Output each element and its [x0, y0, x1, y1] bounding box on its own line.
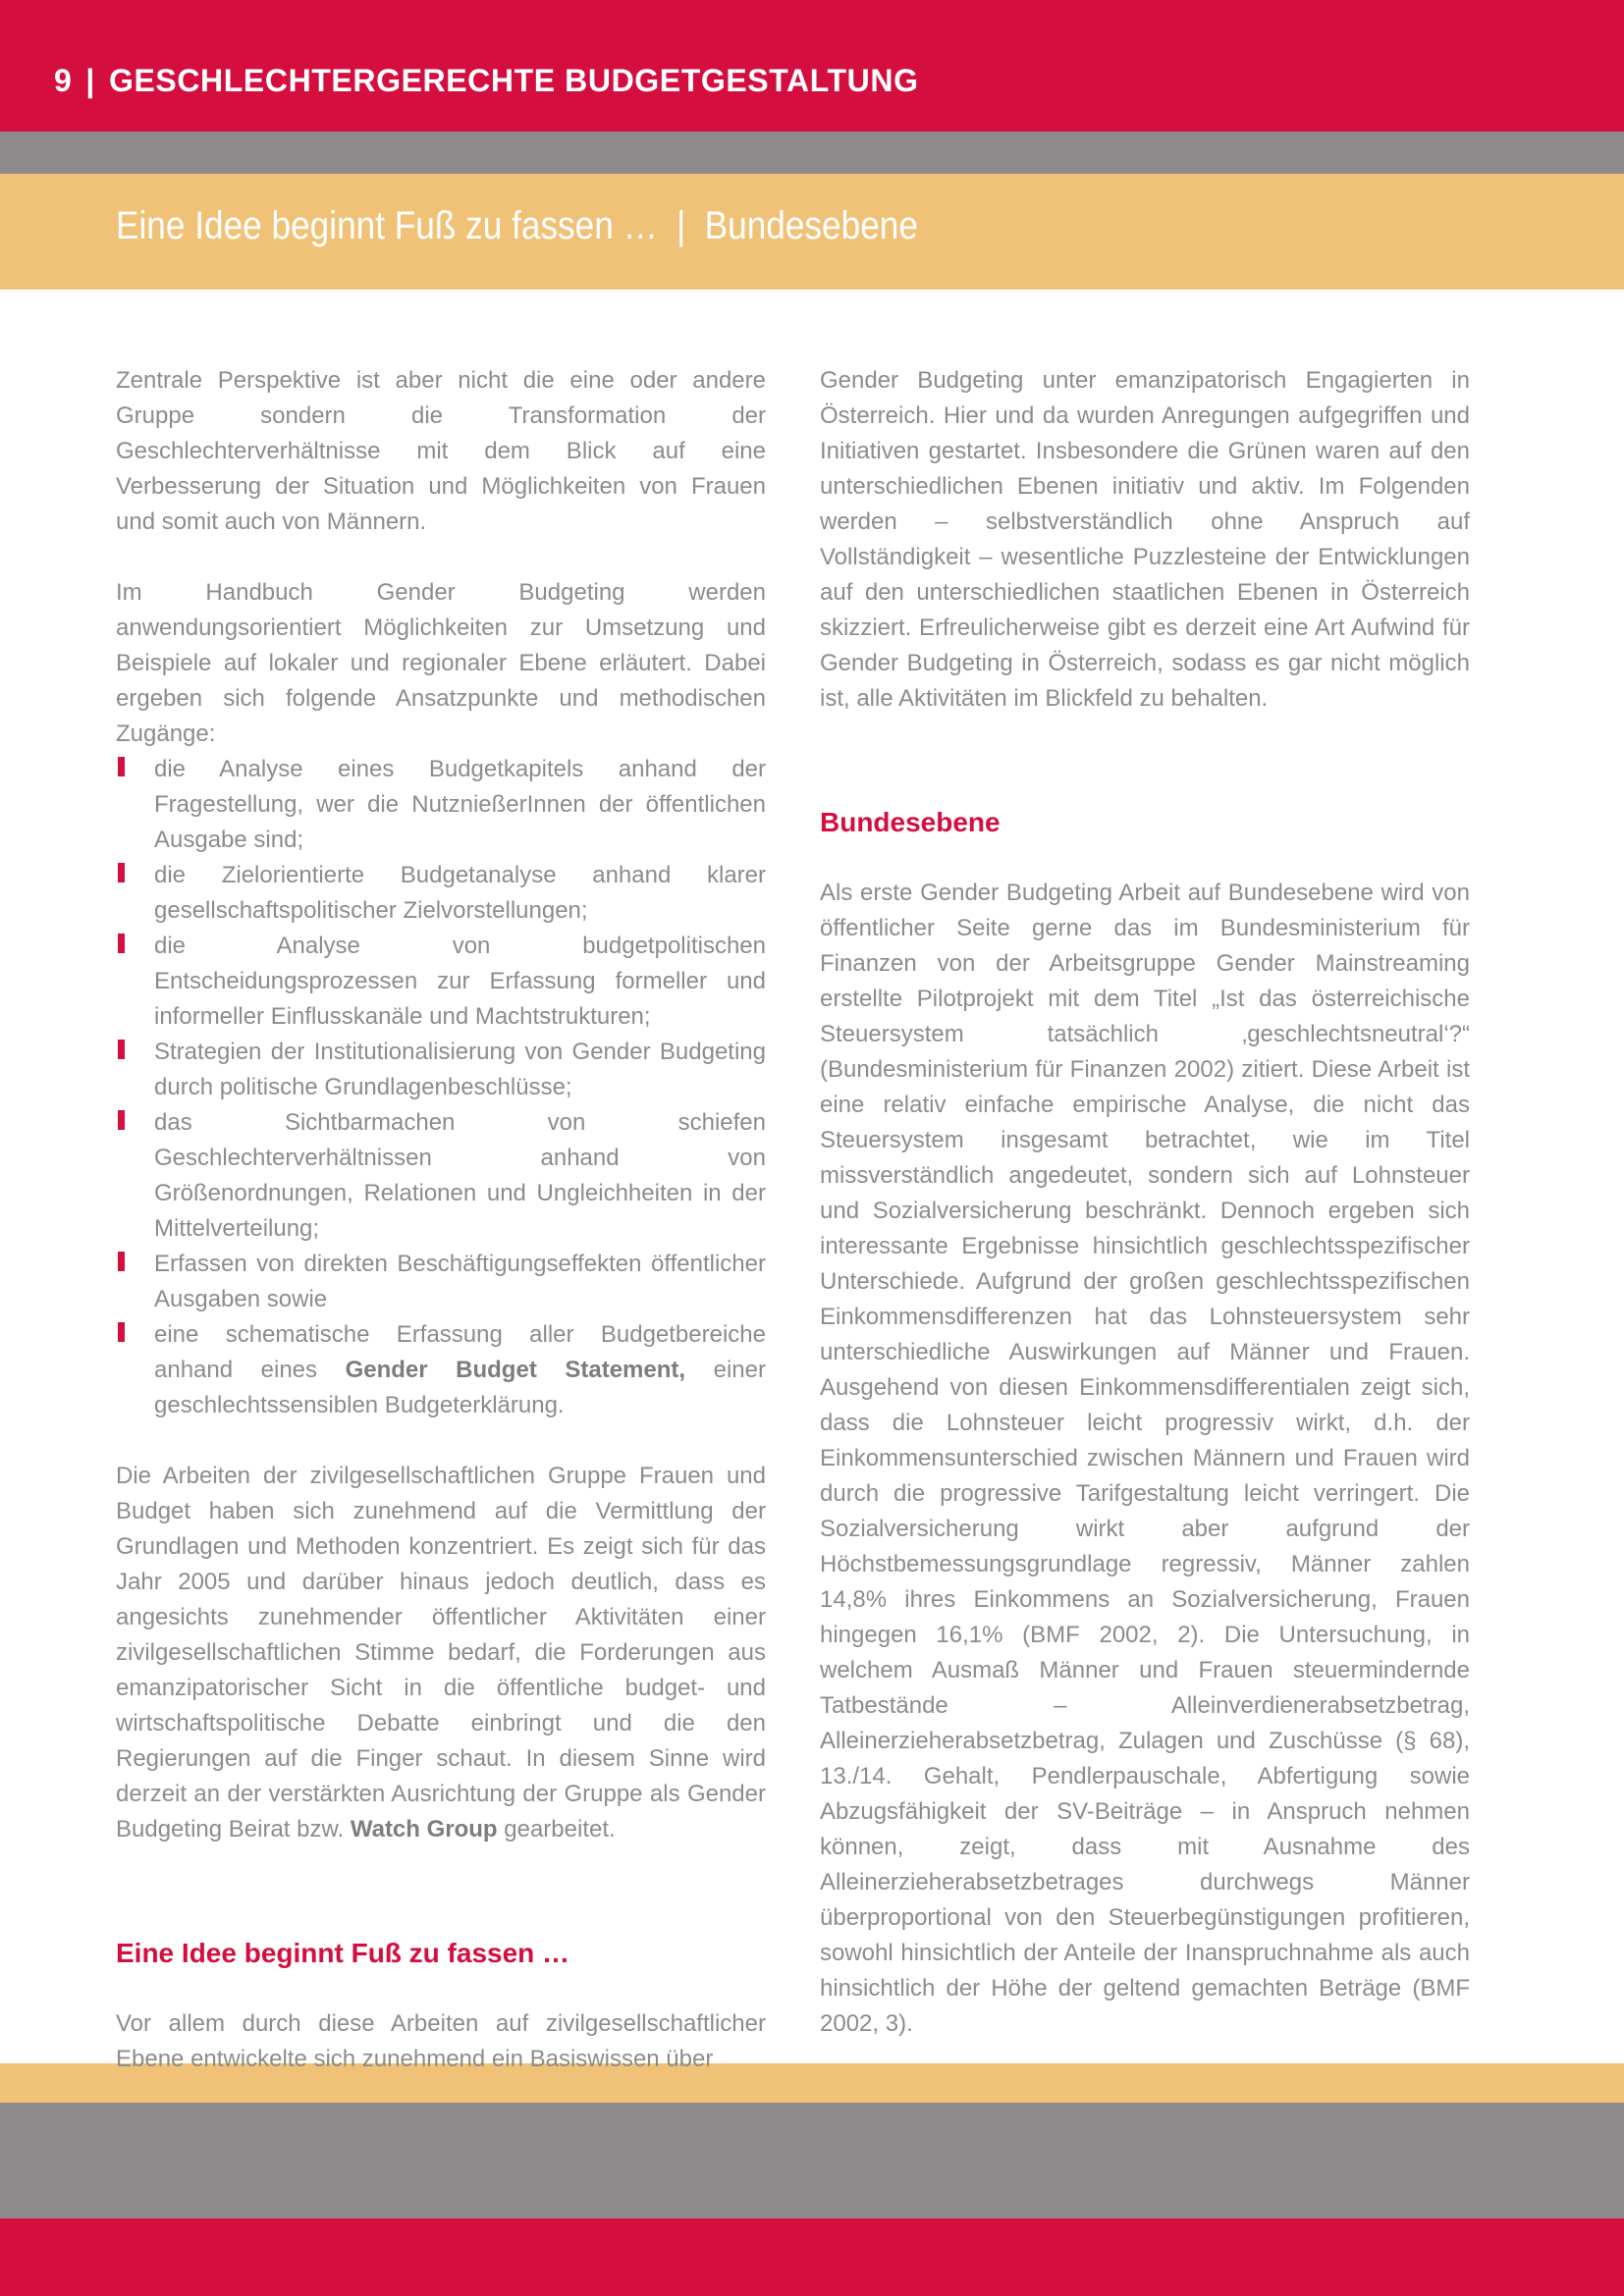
bold-term: Watch Group	[350, 1816, 498, 1842]
list-item: die Zielorientierte Budgetanalyse anhand klarer gesellschaftspolitischer Zielvorstellungen;	[116, 858, 766, 929]
paragraph: Im Handbuch Gender Budgeting werden anwendungsorientiert Möglichkeiten zur Umsetzung und Beispiele auf lokaler und regionaler Ebene erläutert. Dabei ergeben sich folgende Ansatzpunkte und methodischen Zugänge:	[116, 579, 766, 747]
chapter-title: GESCHLECHTERGERECHTE BUDGETGESTALTUNG	[108, 63, 919, 98]
running-header	[54, 63, 919, 99]
bullet-marker-icon	[118, 1322, 125, 1342]
bullet-marker-icon	[118, 1040, 125, 1059]
list-item: die Analyse von budgetpolitischen Entscheidungsprozessen zur Erfassung formeller und informeller Einflusskanäle und Machtstrukturen;	[116, 929, 766, 1035]
bullet-marker-icon	[118, 1252, 125, 1271]
right-column	[820, 363, 1470, 2042]
section-subheader	[116, 204, 918, 248]
bullet-marker-icon	[118, 863, 125, 882]
paragraph: Gender Budgeting unter emanzipatorisch Engagierten in Österreich. Hier und da wurden Anregungen aufgegriffen und Initiativen gestartet. Insbesondere die Grünen waren auf den unterschiedlichen Ebenen initiativ und aktiv. Im Folgenden werden – selbstverständlich ohne Anspruch auf Vollständigkeit – wesentliche Puzzlesteine der Entwicklungen auf den unterschiedlichen staatlichen Ebenen in Österreich skizziert. Erfreulicherweise gibt es derzeit eine Art Aufwind für Gender Budgeting in Österreich, sodass es gar nicht möglich ist, alle Aktivitäten im Blickfeld zu behalten.	[820, 367, 1470, 712]
subheader-left: Eine Idee beginnt Fuß zu fassen …	[116, 204, 658, 247]
subheader-right: Bundesebene	[704, 204, 918, 247]
page-number: 9	[54, 63, 73, 98]
header-separator: |	[85, 63, 95, 98]
paragraph: Als erste Gender Budgeting Arbeit auf Bundesebene wird von öffentlicher Seite gerne das im Bundesministerium für Finanzen von der Arbeitsgruppe Gender Mainstreaming erstellte Pilotprojekt mit dem Titel „Ist das österreichische Steuersystem tatsächlich ‚geschlechtsneutral‘?“ (Bundesministerium für Finanzen 2002) zitiert. Diese Arbeit ist eine relativ einfache empirische Analyse, die nicht das Steuersystem insgesamt betrachtet, wie im Titel missverständlich angedeutet, sondern sich auf Lohnsteuer und Sozialversicherung beschränkt. Dennoch ergeben sich interessante Ergebnisse hinsichtlich geschlechtsspezifischer Unterschiede. Aufgrund der großen geschlechtsspezifischen Einkommensdifferenzen hat das Lohnsteuersystem sehr unterschiedliche Auswirkungen auf Männer und Frauen. Ausgehend von diesen Einkommensdifferentialen zeigt sich, dass die Lohnsteuer leicht progressiv wirkt, d.h. der Einkommensunterschied zwischen Männern und Frauen wird durch die progressive Tarifgestaltung leicht verringert. Die Sozialversicherung wirkt aber aufgrund der Höchstbemessungsgrundlage regressiv, Männer zahlen 14,8% ihres Einkommens an Sozialversicherung, Frauen hingegen 16,1% (BMF 2002, 2). Die Untersuchung, in welchem Ausmaß Männer und Frauen steuermindernde Tatbestände – Alleinverdienerabsetzbetrag, Alleinerzieherabsetzbetrag, Zulagen und Zuschüsse (§ 68), 13./14. Gehalt, Pendlerpauschale, Abfertigung sowie Abzugsfähigkeit der SV-Beiträge – in Anspruch nehmen können, zeigt, dass mit Ausnahme des Alleinerzieherabsetzbetrages durchwegs Männer überproportional von den Steuerbegünstigungen profitieren, sowohl hinsichtlich der Anteile der Inanspruchnahme als auch hinsichtlich der Höhe der geltend gemachten Beträge (BMF 2002, 3).	[820, 880, 1470, 2037]
list-item: eine schematische Erfassung aller Budgetbereiche anhand eines Gender Budget Statement, einer geschlechtssensiblen Budgeterklärung.	[116, 1317, 766, 1423]
list-item: Erfassen von direkten Beschäftigungseffekten öffentlicher Ausgaben sowie	[116, 1247, 766, 1317]
bullet-marker-icon	[118, 1110, 125, 1130]
list-item: Strategien der Institutionalisierung von Gender Budgeting durch politische Grundlagenbeschlüsse;	[116, 1035, 766, 1105]
header-band-grey	[0, 132, 1624, 174]
footer-band-red	[0, 2218, 1624, 2296]
paragraph: Zentrale Perspektive ist aber nicht die eine oder andere Gruppe sondern die Transformation der Geschlechterverhältnisse mit dem Blick auf eine Verbesserung der Situation und Möglichkeiten von Frauen und somit auch von Männern.	[116, 367, 766, 535]
bullet-marker-icon	[118, 934, 125, 953]
list-item: die Analyse eines Budgetkapitels anhand der Fragestellung, wer die NutznießerInnen der öffentlichen Ausgabe sind;	[116, 752, 766, 858]
bullet-marker-icon	[118, 757, 125, 776]
left-column	[116, 363, 766, 2077]
bullet-list	[116, 752, 766, 1423]
paragraph: Vor allem durch diese Arbeiten auf zivilgesellschaftlicher Ebene entwickelte sich zunehmend ein Basiswissen über	[116, 2010, 766, 2072]
list-item: das Sichtbarmachen von schiefen Geschlechterverhältnissen anhand von Größenordnungen, Relationen und Ungleichheiten in der Mittelverteilung;	[116, 1105, 766, 1247]
footer-band-grey	[0, 2103, 1624, 2218]
section-heading: Bundesebene	[820, 807, 1001, 837]
subheader-separator: |	[677, 204, 686, 247]
bold-term: Gender Budget Statement,	[345, 1357, 686, 1383]
section-heading: Eine Idee beginnt Fuß zu fassen …	[116, 1938, 570, 1968]
paragraph: Die Arbeiten der zivilgesellschaftlichen Gruppe Frauen und Budget haben sich zunehmend auf die Vermittlung der Grundlagen und Methoden konzentriert. Es zeigt sich für das Jahr 2005 und darüber hinaus jedoch deutlich, dass es angesichts zunehmender öffentlicher Aktivitäten einer zivilgesellschaftlichen Stimme bedarf, die Forderungen aus emanzipatorischer Sicht in die öffentliche budget- und wirtschaftspolitische Debatte einbringt und die den Regierungen auf die Finger schaut. In diesem Sinne wird derzeit an der verstärkten Ausrichtung der Gruppe als Gender Budgeting Beirat bzw. Watch Group gearbeitet.	[116, 1463, 766, 1842]
